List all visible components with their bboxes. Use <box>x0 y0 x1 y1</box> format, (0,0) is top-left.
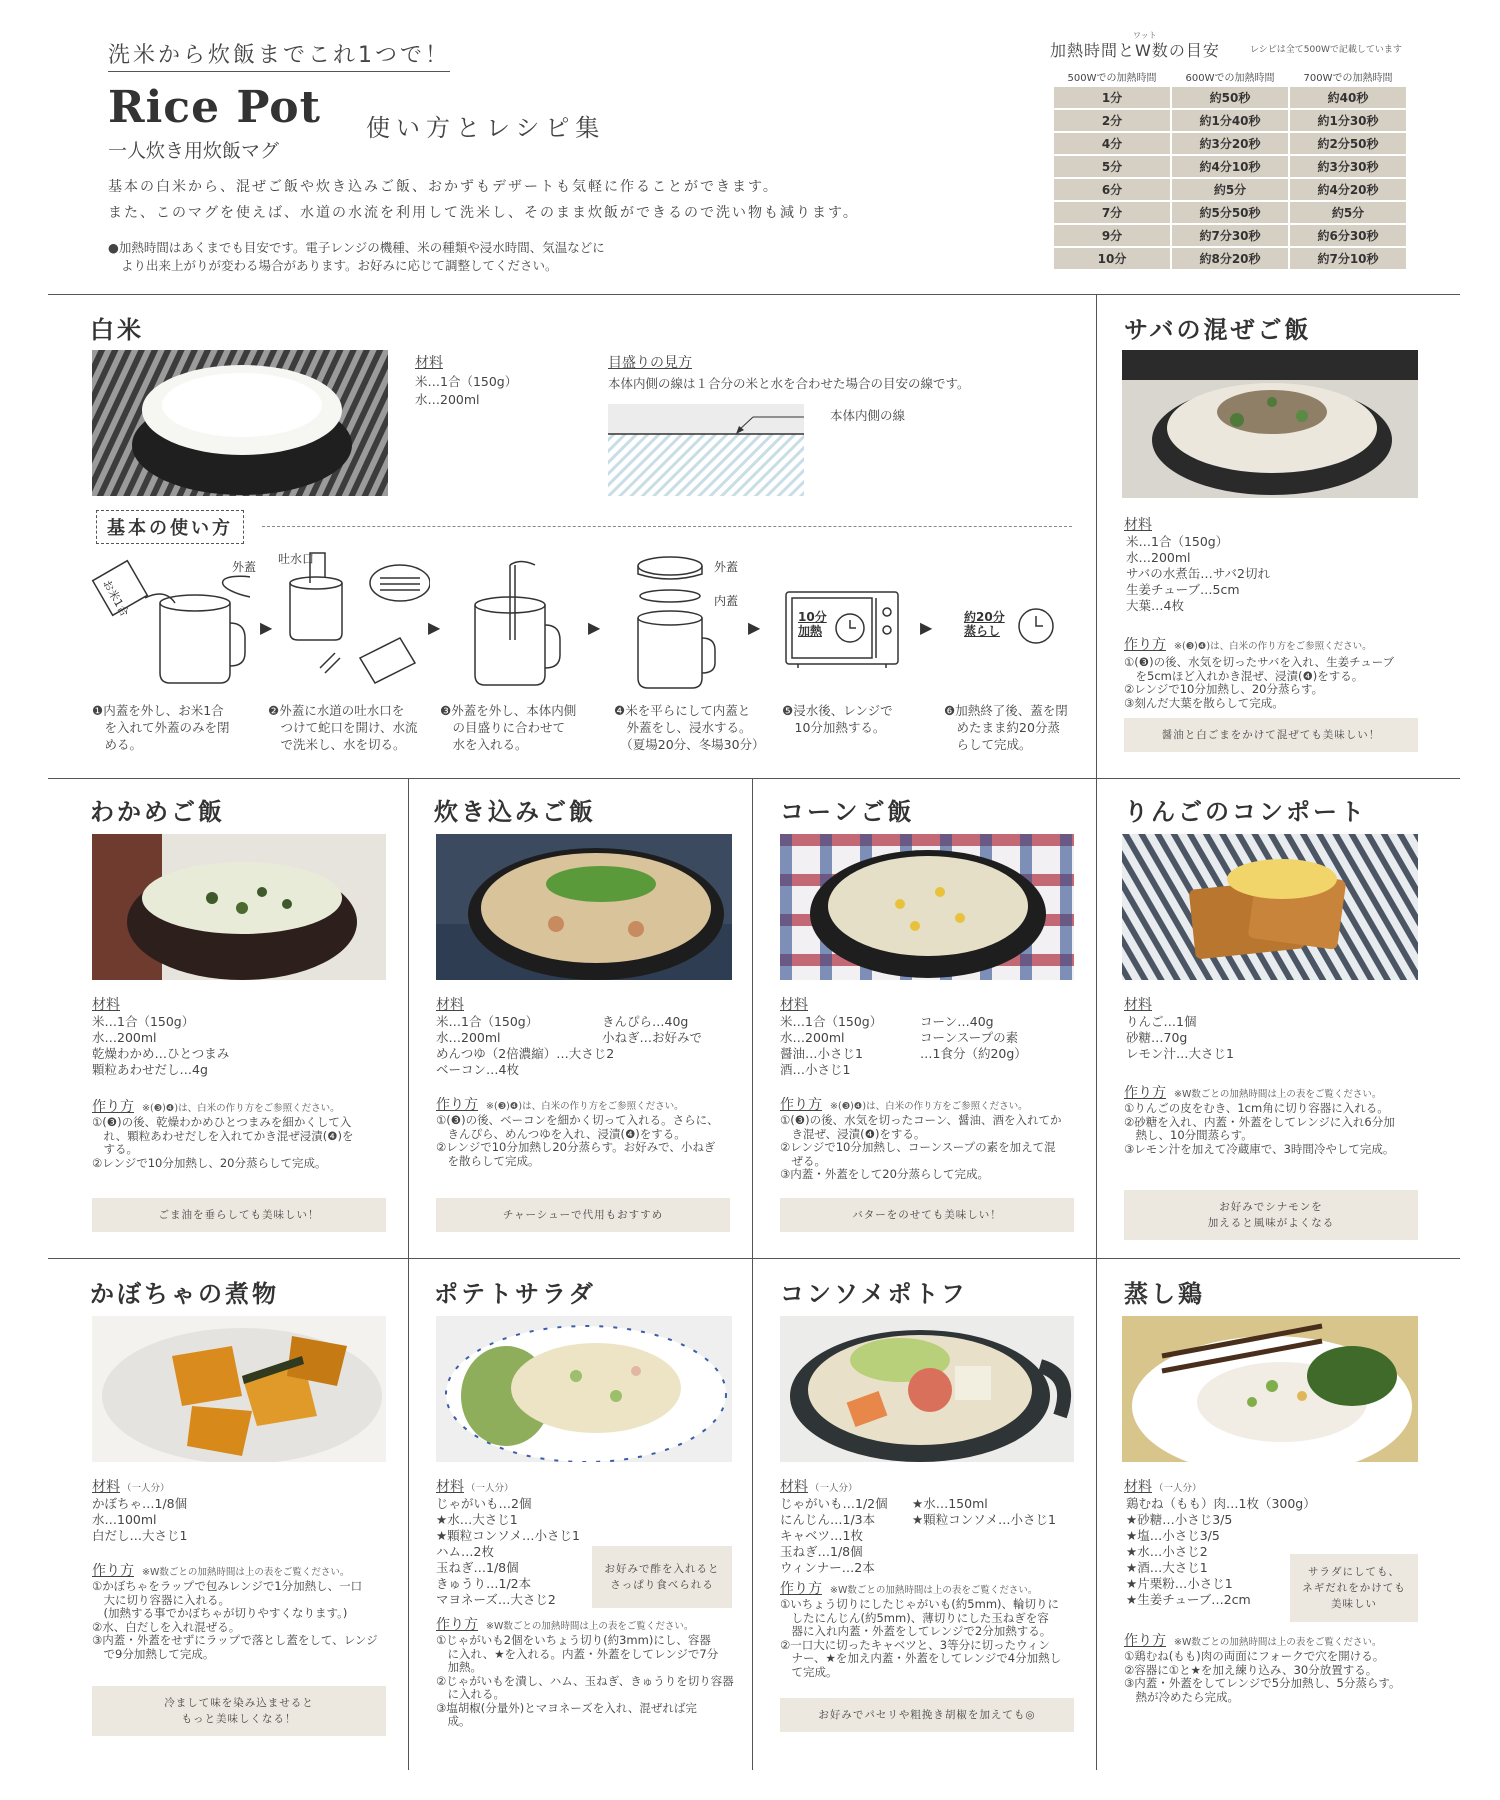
apple-materials: りんご…1個 砂糖…70g レモン汁…大さじ1 <box>1126 1014 1234 1061</box>
consomme-steps: ①いちょう切りにしたじゃがいも(約5mm)、輪切りに したにんじん(約5mm)、薄切りにした玉ねぎを容 器に入れ内蓋・外蓋をしてレンジで2分加熱する。 ②一口大に切ったキャベツと、3等分に切ったウィン ナー、★を加え内蓋・外蓋をしてレンジで4分加熱し て完成。 <box>780 1597 1062 1679</box>
photo-corn-rice <box>780 834 1074 980</box>
chicken-serving: （一人分） <box>1154 1483 1202 1494</box>
micro-label: 10分 加熱 <box>798 610 827 638</box>
photo-potato-salad <box>436 1316 732 1462</box>
step-arrow-5: ▶ <box>920 618 933 637</box>
wakame-steps: ①(❸)の後、乾燥わかめひとつまみを細かくして入 れ、顆粒あわせだしを入れてかき混ぜ浸漬(❹)を する。 ②レンジで10分加熱し、20分蒸らして完成。 <box>92 1115 354 1170</box>
wakame-how-note: ※(❸)❹)は、白米の作り方をご参照ください。 <box>142 1103 340 1114</box>
heat-table-cell: 約4分20秒 <box>1290 179 1406 200</box>
photo-white-rice <box>92 350 388 496</box>
gauge-line-label: 本体内側の線 <box>830 408 906 423</box>
apple-how-label <box>1124 1082 1381 1102</box>
wakame-how-label <box>92 1096 340 1116</box>
potato-materials-label-text: 材料 <box>436 1479 464 1495</box>
usage-step-1: ❶内蓋を外し、お米1合 を入れて外蓋のみを閉 める。 <box>92 703 230 752</box>
usage-step-2: ❷外蓋に水道の吐水口を つけて蛇口を開け、水流 で洗米し、水を切る。 <box>268 703 418 752</box>
heat-table-row <box>1054 225 1406 246</box>
table-title-ruby: ワット <box>1133 31 1157 40</box>
label-rice-pack: お米1合 <box>99 577 132 619</box>
chicken-how-note: ※W数ごとの加熱時間は上の表をご覧ください。 <box>1174 1637 1382 1648</box>
corn-how-label-text: 作り方 <box>780 1097 822 1113</box>
apple-steps: ①りんごの皮をむき、1cm角に切り容器に入れる。 ②砂糖を入れ、内蓋・外蓋をしてレンジに入れ6分加 熱し、10分間蒸らす。 ③レモン汁を加えて冷蔵庫で、3時間冷やして完成。 <box>1124 1101 1395 1156</box>
wakame-materials-label: 材料 <box>92 997 120 1013</box>
corn-steps: ①(❸)の後、水気を切ったコーン、醤油、酒を入れてか き混ぜ、浸漬(❹)をする。 ②レンジで10分加熱し、コーンスープの素を加えて混 ぜる。 ③内蓋・外蓋をして20分蒸らして完成。 <box>780 1113 1062 1181</box>
chicken-how-label <box>1124 1630 1381 1650</box>
step1-illustration <box>90 548 250 688</box>
gauge-label: 目盛りの見方 <box>608 355 692 371</box>
divider-bottom <box>48 1258 1460 1259</box>
photo-takikomi-rice <box>436 834 732 980</box>
consomme-materials-2: ★水…150ml ★顆粒コンソメ…小さじ1 <box>912 1496 1056 1527</box>
product-title: Rice Pot <box>108 82 321 133</box>
divider-col-3 <box>1096 778 1097 1770</box>
saba-materials-label: 材料 <box>1124 517 1152 533</box>
corn-materials-label: 材料 <box>780 997 808 1013</box>
step-arrow-4: ▶ <box>748 618 761 637</box>
heat-table-cell: 5分 <box>1054 156 1170 177</box>
heat-table-row <box>1054 87 1406 108</box>
wakame-how-label-text: 作り方 <box>92 1099 134 1115</box>
heat-table-cell: 約7分10秒 <box>1290 248 1406 269</box>
takikomi-how-label-text: 作り方 <box>436 1097 478 1113</box>
heat-table-body <box>1054 87 1406 269</box>
kabocha-materials: かぼちゃ…1/8個 水…100ml 白だし…大さじ1 <box>92 1496 188 1543</box>
consomme-materials-label <box>780 1476 858 1496</box>
header-700w: 700Wでの加熱時間 <box>1303 73 1393 84</box>
heat-table-row <box>1054 156 1406 177</box>
chicken-materials-label <box>1124 1476 1202 1496</box>
header-500w: 500Wでの加熱時間 <box>1067 73 1157 84</box>
kabocha-tip: 冷まして味を染み込ませると もっと美味しくなる！ <box>92 1686 386 1736</box>
header-600w: 600Wでの加熱時間 <box>1185 73 1275 84</box>
step-arrow-3: ▶ <box>588 618 601 637</box>
heat-table-cell: 1分 <box>1054 87 1170 108</box>
heat-table-note: レシピは全て500Wで記載しています <box>1250 45 1402 55</box>
guide-title: 使い方とレシピ集 <box>366 114 606 142</box>
potato-materials-label <box>436 1476 514 1496</box>
heat-table-cell: 約7分30秒 <box>1172 225 1288 246</box>
heat-table-row <box>1054 248 1406 269</box>
usage-step-4: ❹米を平らにして内蓋と 外蓋をし、浸水する。 （夏場20分、冬場30分） <box>614 703 765 752</box>
section-title-saba: サバの混ぜご飯 <box>1124 316 1312 344</box>
chicken-materials: 鶏むね（もも）肉…1枚（300g） ★砂糖…小さじ3/5 ★塩…小さじ3/5 ★水…小さじ2 ★酒…大さじ1 ★片栗粉…小さじ1 ★生姜チューブ…2cm <box>1126 1496 1316 1607</box>
apple-how-note: ※W数ごとの加熱時間は上の表をご覧ください。 <box>1174 1089 1382 1100</box>
divider-middle <box>48 778 1460 779</box>
timer-label: 約20分 蒸らし <box>964 610 1005 638</box>
chicken-how-label-text: 作り方 <box>1124 1633 1166 1649</box>
heat-table-header-row <box>1054 68 1406 85</box>
divider-top <box>48 294 1460 295</box>
section-title-hakumai: 白米 <box>90 316 144 344</box>
heat-table-row <box>1054 179 1406 200</box>
consomme-materials: じゃがいも…1/2個 にんじん…1/3本 キャベツ…1枚 玉ねぎ…1/8個 ウィンナー…2本 <box>780 1496 888 1575</box>
gauge-text: 本体内側の線は１合分の米と水を合わせた場合の目安の線です。 <box>608 376 970 391</box>
divider-col-1 <box>408 778 409 1770</box>
consomme-tip: お好みでパセリや粗挽き胡椒を加えても◎ <box>780 1698 1074 1732</box>
photo-saba-rice <box>1122 350 1418 498</box>
timer-illustration <box>1016 606 1056 646</box>
section-title-chicken: 蒸し鶏 <box>1124 1280 1205 1308</box>
usage-step-5: ❺浸水後、レンジで 10分加熱する。 <box>782 703 893 735</box>
heat-table-cell: 約3分30秒 <box>1290 156 1406 177</box>
gauge-diagram <box>608 404 804 496</box>
consomme-how-note: ※W数ごとの加熱時間は上の表をご覧ください。 <box>830 1585 1038 1596</box>
takikomi-steps: ①(❸)の後、ベーコンを細かく切って入れる。さらに、 きんぴら、めんつゆを入れ、浸漬(❹)をする。 ②レンジで10分加熱し20分蒸らす。お好みで、小ねぎ を散らして完成。 <box>436 1113 719 1168</box>
heat-table-cell: 約5分 <box>1290 202 1406 223</box>
heat-table-cell: 約3分20秒 <box>1172 133 1288 154</box>
corn-materials: 米…1合（150g） 水…200ml 醤油…小さじ1 酒…小さじ1 <box>780 1014 883 1077</box>
apple-materials-label: 材料 <box>1124 997 1152 1013</box>
usage-divider <box>262 526 1072 527</box>
wakame-tip: ごま油を垂らしても美味しい！ <box>92 1198 386 1232</box>
label-outer-lid: 外蓋 <box>232 560 257 574</box>
apple-how-label-text: 作り方 <box>1124 1085 1166 1101</box>
heat-table-cell: 7分 <box>1054 202 1170 223</box>
potato-tip: お好みで酢を入れると さっぱり食べられる <box>592 1546 732 1608</box>
corn-how-label <box>780 1094 1028 1114</box>
heat-table-row <box>1054 110 1406 131</box>
heat-table-cell: 約2分50秒 <box>1290 133 1406 154</box>
step3-illustration <box>460 560 590 690</box>
corn-how-note: ※(❸)❹)は、白米の作り方をご参照ください。 <box>830 1101 1028 1112</box>
heat-table-cell: 4分 <box>1054 133 1170 154</box>
usage-step-3: ❸外蓋を外し、本体内側 の目盛りに合わせて 水を入れる。 <box>440 703 577 752</box>
hakumai-materials-label: 材料 <box>415 355 443 371</box>
step-arrow-2: ▶ <box>428 618 441 637</box>
note-line-2: より出来上がりが変わる場合があります。お好みに応じて調整してください。 <box>121 258 558 273</box>
heat-table-cell: 6分 <box>1054 179 1170 200</box>
heat-table-row <box>1054 133 1406 154</box>
saba-how-note: ※(❸)❹)は、白米の作り方をご参照ください。 <box>1174 641 1372 652</box>
heat-table-cell: 約5分 <box>1172 179 1288 200</box>
photo-consomme-pot-au-feu <box>780 1316 1074 1462</box>
section-title-takikomi: 炊き込みご飯 <box>434 798 596 826</box>
heat-table-cell: 約5分50秒 <box>1172 202 1288 223</box>
takikomi-how-label <box>436 1094 684 1114</box>
tagline: 洗米から炊飯までこれ1つで！ <box>108 38 450 72</box>
heat-table-cell: 9分 <box>1054 225 1170 246</box>
corn-tip: バターをのせても美味しい！ <box>780 1198 1074 1232</box>
kabocha-how-label-text: 作り方 <box>92 1563 134 1579</box>
heat-table <box>1052 66 1408 271</box>
section-title-wakame: わかめご飯 <box>90 798 225 826</box>
step-arrow-1: ▶ <box>260 618 273 637</box>
divider-saba <box>1096 294 1097 778</box>
corn-materials-2: コーン…40g コーンスープの素 …1食分（約20g） <box>920 1014 1027 1061</box>
saba-how-label-text: 作り方 <box>1124 637 1166 653</box>
heat-table-cell: 約1分30秒 <box>1290 110 1406 131</box>
photo-kabocha <box>92 1316 386 1462</box>
note-line-1: ●加熱時間はあくまでも目安です。電子レンジの機種、米の種類や浸水時間、気温などに <box>108 240 605 255</box>
section-title-corn: コーンご飯 <box>780 798 915 826</box>
potato-how-label-text: 作り方 <box>436 1617 478 1633</box>
kabocha-how-note: ※W数ごとの加熱時間は上の表をご覧ください。 <box>142 1567 350 1578</box>
takikomi-how-note: ※(❸)❹)は、白米の作り方をご参照ください。 <box>486 1101 684 1112</box>
saba-tip: 醤油と白ごまをかけて混ぜても美味しい！ <box>1124 718 1418 752</box>
kabocha-how-label <box>92 1560 349 1580</box>
consomme-how-label <box>780 1578 1037 1598</box>
heat-table-row <box>1054 202 1406 223</box>
intro-line-1: 基本の白米から、混ぜご飯や炊き込みご飯、おかずもデザートも気軽に作ることができます。 <box>108 179 779 195</box>
chicken-materials-label-text: 材料 <box>1124 1479 1152 1495</box>
apple-tip: お好みでシナモンを 加えると風味がよくなる <box>1124 1190 1418 1240</box>
heat-table-cell: 2分 <box>1054 110 1170 131</box>
takikomi-materials: 米…1合（150g） 水…200ml めんつゆ（2倍濃縮）…大さじ2 ベーコン…4枚 <box>436 1014 615 1077</box>
step2-illustration <box>280 548 430 688</box>
intro-line-2: また、このマグを使えば、水道の水流を利用して洗米し、そのまま炊飯ができるので洗い物も減ります。 <box>108 205 859 221</box>
chicken-tip: サラダにしても、 ネギだれをかけても 美味しい <box>1290 1554 1418 1622</box>
label-outer-lid-2: 外蓋 <box>714 560 739 574</box>
takikomi-materials-label: 材料 <box>436 997 464 1013</box>
consomme-how-label-text: 作り方 <box>780 1581 822 1597</box>
heat-table-title: 加熱時間とW数の目安 <box>1050 41 1220 60</box>
potato-steps: ①じゃがいも2個をいちょう切り(約3mm)にし、容器 に入れ、★を入れる。内蓋・外蓋をしてレンジで7分 加熱。 ②じゃがいもを潰し、ハム、玉ねぎ、きゅうりを切り容器 に入れる。 ③塩胡椒(分量外)とマヨネーズを入れ、混ぜれば完 成。 <box>436 1633 734 1728</box>
kabocha-materials-label <box>92 1476 170 1496</box>
divider-col-2 <box>752 778 753 1770</box>
heat-table-cell: 約4分10秒 <box>1172 156 1288 177</box>
usage-heading: 基本の使い方 <box>96 510 244 544</box>
product-subtitle: 一人炊き用炊飯マグ <box>108 140 280 162</box>
saba-how-label <box>1124 634 1372 654</box>
takikomi-tip: チャーシューで代用もおすすめ <box>436 1198 730 1232</box>
hakumai-material-water: 水…200ml <box>415 392 480 407</box>
section-title-apple: りんごのコンポート <box>1124 798 1367 826</box>
potato-materials: じゃがいも…2個 ★水…大さじ1 ★顆粒コンソメ…小さじ1 ハム…2枚 玉ねぎ…1/8個 きゅうり…1/2本 マヨネーズ…大さじ2 <box>436 1496 580 1607</box>
heat-table-cell: 10分 <box>1054 248 1170 269</box>
photo-steamed-chicken <box>1122 1316 1418 1462</box>
photo-wakame-rice <box>92 834 386 980</box>
photo-apple-compote <box>1122 834 1418 980</box>
potato-serving: （一人分） <box>466 1483 514 1494</box>
label-spout: 吐水口 <box>278 552 315 566</box>
heat-table-cell: 約6分30秒 <box>1290 225 1406 246</box>
kabocha-steps: ①かぼちゃをラップで包みレンジで1分加熱し、一口 大に切り容器に入れる。 (加熱する事でかぼちゃが切りやすくなります。) ②水、白だしを入れ混ぜる。 ③内蓋・外蓋をせずにラップで落とし蓋をして、レンジ で9分加熱して完成。 <box>92 1579 378 1661</box>
kabocha-materials-label-text: 材料 <box>92 1479 120 1495</box>
potato-how-note: ※W数ごとの加熱時間は上の表をご覧ください。 <box>486 1621 694 1632</box>
heat-table-cell: 約50秒 <box>1172 87 1288 108</box>
section-title-kabocha: かぼちゃの煮物 <box>90 1280 279 1308</box>
section-title-consomme: コンソメポトフ <box>780 1280 968 1308</box>
hakumai-material-rice: 米…1合（150g） <box>415 374 518 389</box>
potato-how-label <box>436 1614 693 1634</box>
heat-table-cell: 約1分40秒 <box>1172 110 1288 131</box>
saba-steps: ①(❸)の後、水気を切ったサバを入れ、生姜チューブ を5cmほど入れかき混ぜ、浸漬(❹)をする。 ②レンジで10分加熱し、20分蒸らす。 ③刻んだ大葉を散らして完成。 <box>1124 655 1395 710</box>
saba-materials: 米…1合（150g） 水…200ml サバの水煮缶…サバ2切れ 生姜チューブ…5cm 大葉…4枚 <box>1126 534 1270 613</box>
heat-table-cell: 約40秒 <box>1290 87 1406 108</box>
wakame-materials: 米…1合（150g） 水…200ml 乾燥わかめ…ひとつまみ 顆粒あわせだし…4g <box>92 1014 230 1077</box>
label-inner-lid: 内蓋 <box>714 594 739 608</box>
kabocha-serving: （一人分） <box>122 1483 170 1494</box>
section-title-potato: ポテトサラダ <box>434 1280 596 1308</box>
usage-step-6: ❻加熱終了後、蓋を閉 めたまま約20分蒸 らして完成。 <box>944 703 1068 752</box>
consomme-materials-label-text: 材料 <box>780 1479 808 1495</box>
takikomi-materials-2: きんぴら…40g 小ねぎ…お好みで <box>602 1014 703 1045</box>
heat-table-cell: 約8分20秒 <box>1172 248 1288 269</box>
consomme-serving: （一人分） <box>810 1483 858 1494</box>
chicken-steps: ①鶏むね(もも)肉の両面にフォークで穴を開ける。 ②容器に①と★を加え練り込み、30分放置する。 ③内蓋・外蓋をしてレンジで5分加熱し、5分蒸らす。 熱が冷めたら完成。 <box>1124 1649 1401 1704</box>
